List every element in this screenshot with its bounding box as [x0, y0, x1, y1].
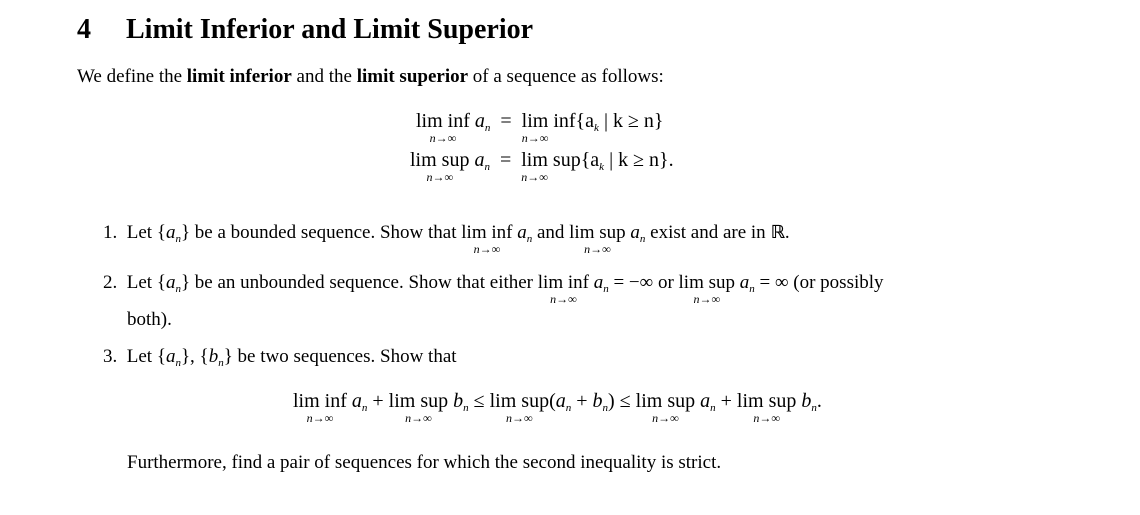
problem-1: 1. Let $\{a_n\}$ be a bounded sequence. Show that lim inf n→∞ $a_n$ and lim sup n→∞ $a_n$ exist and are in ℝ. — [103, 222, 790, 256]
limsup-operator: lim sup n→∞ — [410, 149, 470, 184]
problem-number: 3. — [103, 346, 118, 367]
definition-limsup: lim sup n→∞ $a_n = \lim$ n→∞ $sup\{a_k$ | k ≥ n}. — [410, 149, 674, 184]
section-title: Limit Inferior and Limit Superior — [126, 14, 534, 45]
problem-number: 1. — [103, 222, 118, 243]
problem-2: 2. Let $\{a_n\}$ be an unbounded sequence. Show that either lim inf n→∞ $a_n$ = −∞ or lim sup n→∞ $a_n$ = ∞ (or possibly — [103, 272, 884, 306]
lim-operator: lim n→∞ — [521, 110, 549, 145]
problem-number: 2. — [103, 272, 118, 293]
definition-liminf: lim inf n→∞ $a_n = \lim$ n→∞ $inf\{a_k$ | k ≥ n} — [416, 110, 664, 145]
intro-middle: and the — [291, 66, 357, 87]
intro-paragraph — [77, 66, 664, 88]
intro-prefix: We define the — [77, 66, 187, 87]
term-limit-inferior: limit inferior — [186, 66, 292, 87]
reals-symbol: ℝ — [770, 222, 785, 243]
intro-suffix: of a sequence as follows: — [468, 66, 664, 87]
furthermore-text: Furthermore, find a pair of sequences for which the second inequality is strict. — [127, 452, 722, 473]
lim-operator: lim n→∞ — [521, 149, 548, 184]
problem-2-continuation: both). — [127, 309, 172, 330]
problem-3-inequality: lim inf n→∞ $a_n + \lim$ sup n→∞ $b_n \le \lim$ sup n→∞ $(a_n + b_n) \le \lim$ sup n→∞ $a_n + \lim$ sup n→∞ $b_n$. — [293, 390, 822, 425]
problem-3: 3. Let $\{a_n\}$, $\{b_n\}$ be two sequences. Show that — [103, 346, 457, 369]
term-limit-superior: limit superior — [356, 66, 469, 87]
liminf-operator: lim inf n→∞ — [416, 110, 470, 145]
section-number: 4 — [77, 14, 91, 45]
